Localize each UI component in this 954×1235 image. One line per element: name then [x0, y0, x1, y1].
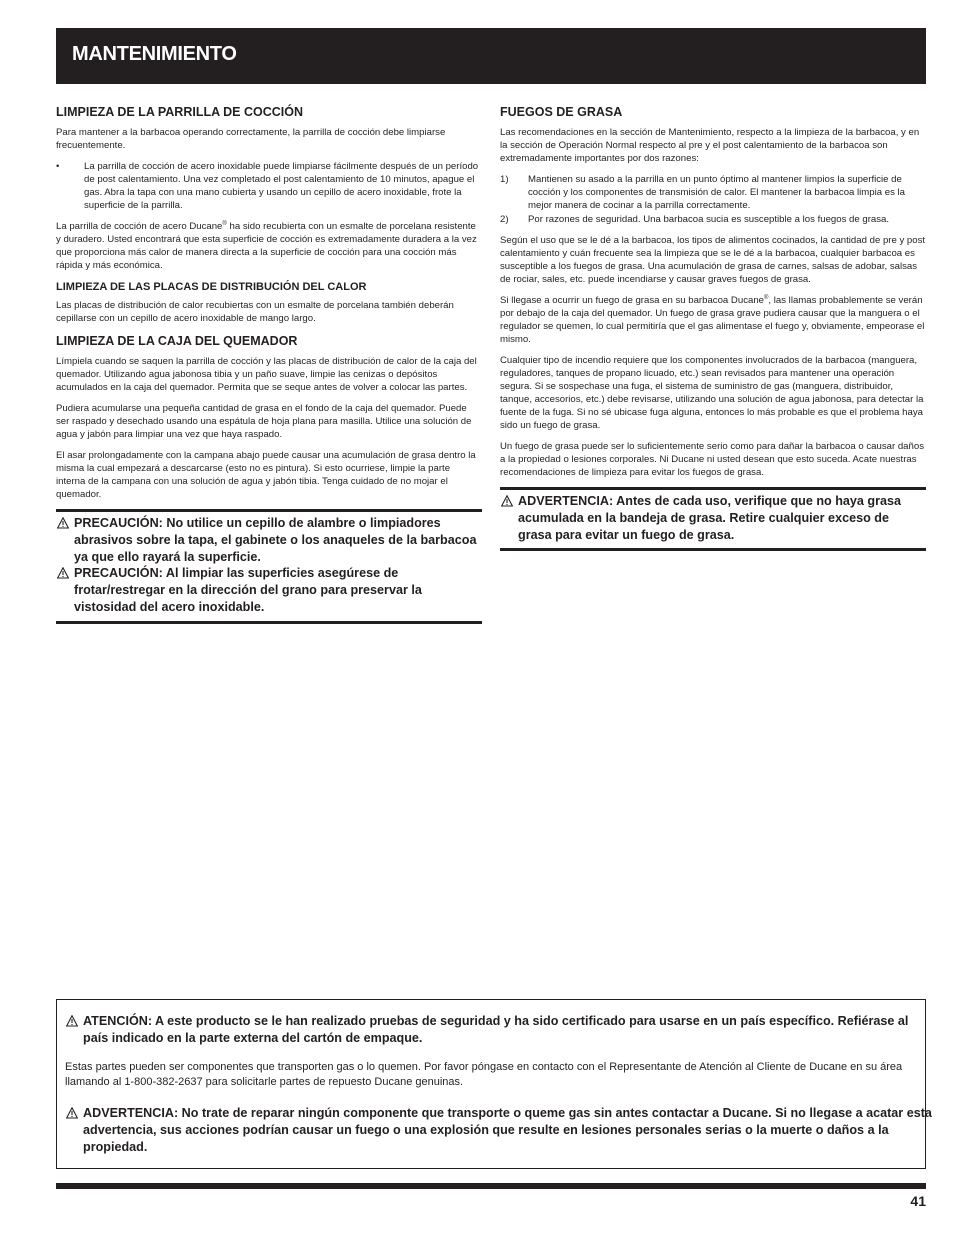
attention-text: ATENCIÓN: A este producto se le han realizado pruebas de seguridad y ha sido certificado para usarse en un país específico. Refiérase al país indicado en la parte externa del cartón de empaque. [83, 1014, 909, 1045]
list-text: Por razones de seguridad. Una barbacoa sucia es susceptible a los fuegos de grasa. [528, 214, 890, 225]
burner-box-paragraph-1: Límpiela cuando se saquen la parrilla de cocción y las placas de distribución de calor de la caja del quemador. Utilizando agua jabonosa tibia y un paño suave, limpie las cenizas o depósitos acumulados en la caja del quemador. Permita que se seque antes de volver a colocar las partes. [56, 356, 477, 393]
bottom-notice-box [56, 999, 932, 1169]
paragraph-text: La parrilla de cocción de acero Ducane [56, 221, 223, 232]
burner-box-paragraph-3: El asar prolongadamente con la campana abajo puede causar una acumulación de grasa dentro la misma la cual empezará a descarcarse (esto no es pintura). Si esto ocurriese, limpie la parte interna de la campana con una solución de agua y jabón tibia. Tenga cuidado de no mojar el quemador. [56, 450, 476, 500]
warning-text: ADVERTENCIA: Antes de cada uso, verifique que no haya grasa acumulada en la bandeja de grasa. Retire cualquier exceso de grasa para evitar un fuego de grasa. [518, 494, 902, 542]
caution-text: PRECAUCIÓN: Al limpiar las superficies asegúrese de frotar/restregar en la dirección del grano para preservar la vistosidad del acero inoxidable. [74, 566, 422, 614]
attention-certification [65, 1013, 923, 1047]
caution-text: PRECAUCIÓN: No utilice un cepillo de alambre o limpiadores abrasivos sobre la tapa, el gabinete o los anaqueles de la barbacoa ya que ello rayará la superficie. [74, 516, 477, 564]
list-text: Mantienen su asado a la parrilla en un punto óptimo al mantener limpios la superficie de cocción y los componentes de transmisión de calor. El mantener la barbacoa limpia es la mejor manera de cocinar a la parrilla correctamente. [528, 174, 906, 211]
grease-fires-paragraph-2: Según el uso que se le dé a la barbacoa, los tipos de alimentos cocinados, la cantidad de pre y post calentamiento y cuán frecuente sea la limpieza que se le dé a la barbacoa, cualquier barbacoa es susceptible a los fuegos de grasa. Una acumulación de grasa de carnes, salsas de adobar, salsas de rociar, sales, etc. puede incendiarse y causar graves fuegos de grasa. [500, 235, 926, 285]
list-number: 2) [500, 214, 509, 225]
grease-fires-paragraph-5: Un fuego de grasa puede ser lo suficientemente serio como para dañar la barbacoa o causar daños a la propiedad o lesiones corporales. Ni Ducane ni usted desean que esto suceda. Acate nuestras recomendaciones de limpieza para evitar los fuegos de grasa. [500, 441, 924, 478]
right-column [500, 104, 926, 551]
bullet-text: La parrilla de cocción de acero inoxidable puede limpiarse fácilmente después de un período de post calentamiento. Una vez completado el post calentamiento de 10 minutos, apague el gas. Abra la tapa con una mano cubierta y usando un cepillo de acero inoxidable, frote la superficie de la parrilla. [84, 161, 479, 211]
warning-text: ADVERTENCIA: No trate de reparar ningún componente que transporte o queme gas sin antes contactar a Ducane. Si no llegase a acatar esta advertencia, sus acciones podrían causar un fuego o una explosión que resulte en lesiones personales serias o la muerte o daños a la propiedad. [83, 1106, 932, 1154]
replacement-parts-paragraph: Estas partes pueden ser componentes que transporten gas o lo quemen. Por favor póngase en contacto con el Representante de Atención al Cliente de Ducane en su área llamando al 1-800-382-2637 para solicitarle partes de repuesto Ducane genuinas. [65, 1061, 903, 1088]
list-item [500, 173, 926, 212]
section-heading-heat-plates: LIMPIEZA DE LAS PLACAS DE DISTRIBUCIÓN DEL CALOR [56, 281, 367, 293]
burner-box-paragraph-2: Pudiera acumularse una pequeña cantidad de grasa en el fondo de la caja del quemador. Puede ser raspado y desechado usando una espátula de hoja plana para masilla. Utilice una solución de agua y jabón para limpiar una vez que haya raspado. [56, 403, 472, 440]
caution-grain-direction [56, 565, 482, 615]
grease-fires-paragraph-3 [500, 294, 926, 346]
footer-rule [56, 1183, 926, 1189]
paragraph-text: ha sido recubierta con un esmalte de porcelana resistente y duradero. Usted encontrará que esta superficie de cocción es extremadamente duradera a la vez que proporciona más calor de manera directa a la superficie de cocción para una cocción más rápida y más económica. [56, 221, 477, 271]
warning-triangle-icon [57, 517, 69, 529]
warning-triangle-icon [57, 567, 69, 579]
registered-mark: ® [764, 294, 769, 301]
warning-triangle-icon [501, 495, 513, 507]
warning-grease-tray [500, 493, 926, 543]
paragraph-text: Si llegase a ocurrir un fuego de grasa en su barbacoa Ducane [500, 295, 764, 306]
grease-fires-paragraph-4: Cualquier tipo de incendio requiere que los componentes involucrados de la barbacoa (manguera, reguladores, tanques de propano licuado, etc.) sean revisados para mantener una operación segura. Si se sospechase una fuga, el sistema de suministro de gas (manguera, distribuidor, tanque, accesorios, etc.) debe revisarse, utilizando una solución de agua jabonosa, para detectar la fuente de la fuga. Si no sé ubicase fuga alguna, entonces lo más probable es que el problema haya sido un fuego de grasa. [500, 355, 924, 431]
grill-porcelain-paragraph [56, 220, 482, 272]
section-heading-grill-cleaning: LIMPIEZA DE LA PARRILLA DE COCCIÓN [56, 105, 303, 119]
section-heading-grease-fires: FUEGOS DE GRASA [500, 105, 623, 119]
registered-mark: ® [222, 220, 227, 227]
warning-triangle-icon [66, 1015, 78, 1027]
reasons-list [500, 173, 926, 226]
warning-triangle-icon [66, 1107, 78, 1119]
page-title: MANTENIMIENTO [72, 43, 237, 65]
caution-wire-brush [56, 515, 482, 565]
list-item [500, 213, 926, 226]
section-heading-burner-box: LIMPIEZA DE LA CAJA DEL QUEMADOR [56, 334, 298, 348]
warning-box [500, 487, 926, 551]
grill-cleaning-bullet [56, 160, 482, 212]
grease-fires-intro: Las recomendaciones en la sección de Mantenimiento, respecto a la limpieza de la barbacoa, y en la sección de Operación Normal respecto al pre y el post calentamiento de la barbacoa son extremadamente importantes por dos razones: [500, 127, 920, 164]
page-number: 41 [910, 1193, 926, 1209]
page-title-bar [56, 28, 926, 84]
caution-box [56, 509, 482, 624]
bullet-mark: • [56, 161, 60, 172]
grill-cleaning-intro: Para mantener a la barbacoa operando correctamente, la parrilla de cocción debe limpiarse frecuentemente. [56, 127, 446, 151]
left-column [56, 104, 482, 624]
warning-gas-components [65, 1105, 933, 1155]
list-number: 1) [500, 174, 509, 185]
paragraph-text: , las llamas probablemente se verán por debajo de la caja del quemador. Un fuego de grasa grave pudiera causar que la manguera o el regulador se quemen, lo cual permitiría que el gas alimentase el fuego y, obviamente, empeorase el mismo. [500, 295, 925, 345]
heat-plates-paragraph: Las placas de distribución de calor recubiertas con un esmalte de porcelana también deberán cepillarse con un cepillo de acero inoxidable de mango largo. [56, 300, 454, 324]
